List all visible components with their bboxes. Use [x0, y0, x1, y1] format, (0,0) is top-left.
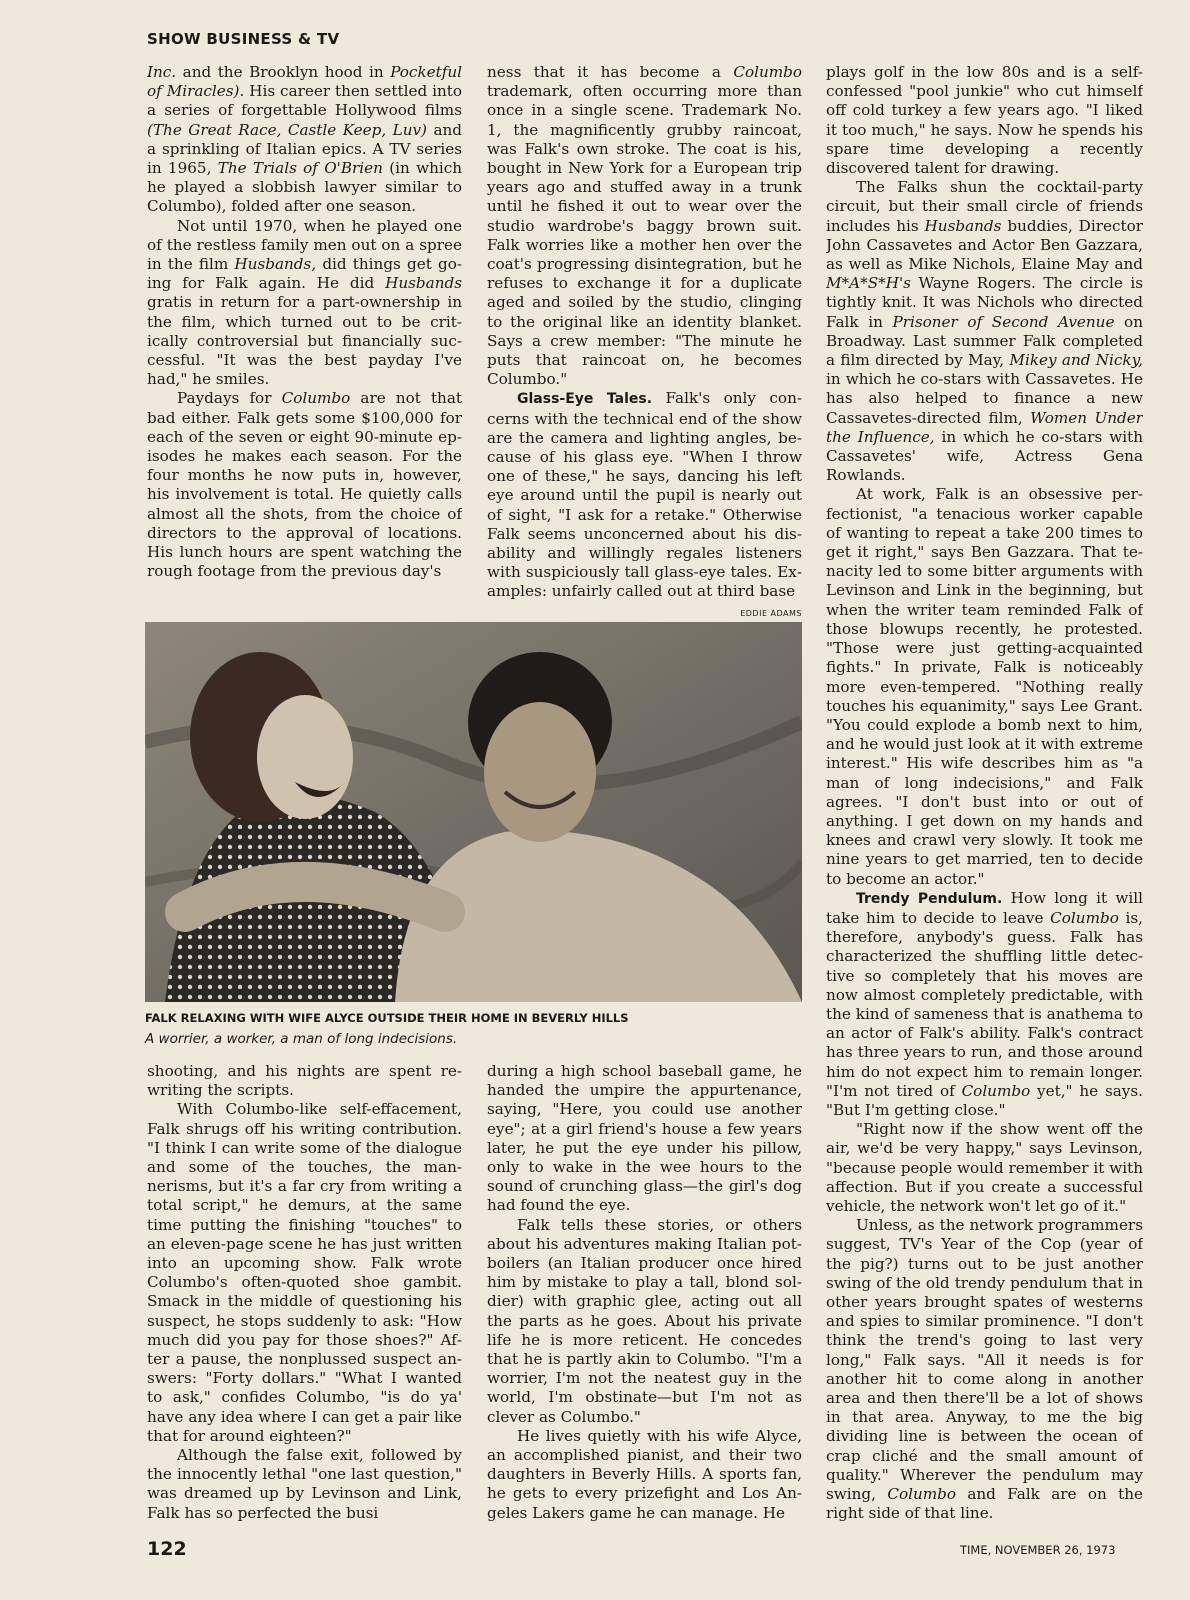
- text-run: ness that it has become a: [487, 63, 734, 81]
- article-column-3: [826, 63, 1143, 1528]
- photo-caption: FALK RELAXING WITH WIFE ALYCE OUTSIDE THEIR HOME IN BEVERLY HILLS: [145, 1011, 629, 1025]
- paragraph: [147, 1446, 462, 1523]
- text-run: How long it will take him to decide to leave: [826, 888, 1143, 927]
- text-run: and a sprinkling of Italian epics. A TV series in 1965,: [147, 120, 462, 178]
- photo: [145, 622, 802, 1002]
- paragraph: [147, 1062, 462, 1100]
- paragraph: [147, 1100, 462, 1446]
- italic-title: Prisoner of Second Avenue: [892, 312, 1115, 331]
- paragraph: [826, 63, 1143, 178]
- article-column-2: [487, 63, 802, 603]
- paragraph: [487, 1216, 802, 1427]
- text-run: plays golf in the low 80s and is a self-confessed "pool junkie" who cut himself off cold turkey a few years ago. "I liked it too much," he says. Now he spends his spare time developing a recently discovered talent for drawing.: [826, 63, 1143, 178]
- text-run: yet," he says. "But I'm getting close.": [826, 1081, 1143, 1119]
- text-run: buddies, Director John Cassavetes and Actor Ben Gazzara, as well as Mike Nichols, Elaine May and: [826, 216, 1143, 274]
- italic-title: Husbands,: [234, 255, 317, 274]
- article-column-5: [487, 1062, 802, 1532]
- paragraph: [826, 1216, 1143, 1523]
- paragraph: [826, 1120, 1143, 1216]
- italic-title: Columbo: [1050, 908, 1119, 927]
- paragraph: [826, 485, 1143, 888]
- text-run: did things get going for Falk again. He did: [147, 255, 462, 293]
- paragraph: [487, 63, 802, 389]
- paragraph: [147, 217, 462, 390]
- text-run: trademark, often occurring more than once in a single scene. Trademark No. 1, the magnificently grubby raincoat, was Falk's own stroke. The coat is his, bought in New York for a European trip years ago and stuffed away in a trunk until he fished it out to wear over the studio wardrobe's baggy brown suit. Falk worries like a mother hen over the coat's progressing disintegration, but he refuses to exchange it for a duplicate aged and soiled by the studio, clinging to the original like an identity blanket. Says a crew member: "The minute he puts that raincoat on, he becomes Columbo.": [487, 82, 802, 389]
- italic-title: Husbands: [924, 216, 1002, 235]
- photo-credit: EDDIE ADAMS: [740, 609, 802, 618]
- paragraph: [826, 889, 1143, 1120]
- text-run: Wayne Rogers. The circle is tightly knit. It was Nichols who directed Falk in: [826, 274, 1143, 331]
- text-run: on Broadway. Last summer Falk completed a film directed by May,: [826, 312, 1143, 370]
- paragraph: [826, 178, 1143, 485]
- section-header: SHOW BUSINESS & TV: [147, 30, 340, 48]
- subheading: Trendy Pendulum.: [856, 890, 1003, 907]
- italic-title: The Trials of O'Brien: [217, 159, 383, 178]
- italic-title: Husbands: [385, 274, 462, 293]
- text-run: and the Brooklyn hood in: [176, 63, 391, 81]
- subheading: Glass-Eye Tales.: [517, 391, 653, 408]
- text-run: gratis in return for a part-ownership in the film, which turned out to be critically controversial but financially successful. "It was the best payday I've had," he smiles.: [147, 293, 462, 389]
- text-run: Although the false exit, followed by the innocently lethal "one last question," was dreamed up by Levinson and Link, Falk has so perfected the busi: [147, 1446, 462, 1522]
- text-run: He lives quietly with his wife Alyce, an accomplished pianist, and their two daughters in Beverly Hills. A sports fan, he gets to every prizefight and Los Angeles Lakers game he can manage. He: [487, 1426, 802, 1522]
- text-run: shooting, and his nights are spent rewriting the scripts.: [147, 1062, 462, 1100]
- text-run: Paydays for: [177, 389, 282, 408]
- italic-title: Mikey and Nicky,: [1009, 351, 1143, 370]
- article-column-1: [147, 63, 462, 603]
- photo-image: [145, 622, 802, 1002]
- italic-title: Columbo: [887, 1485, 956, 1504]
- italic-title: Columbo: [733, 63, 802, 81]
- text-run: and Falk are on the right side of that line.: [826, 1485, 1143, 1523]
- text-run: Falk's only concerns with the technical end of the show are the camera and lighting angles, because of his glass eye. "When I throw one of these," he says, dancing his left eye around until the pupil is nearly out of sight, "I ask for a retake." Otherwise Falk seems unconcerned about his disability and willingly regales listeners with suspiciously tall glass-eye tales. Examples: unfairly called out at third base: [487, 389, 802, 601]
- text-run: "Right now if the show went off the air, we'd be very happy," says Levinson, "because people would remember it with affection. But if you create a successful vehicle, the network won't let go of it.": [826, 1120, 1143, 1215]
- text-run: (in which he played a slobbish lawyer similar to Columbo), folded after one season.: [147, 159, 462, 216]
- paragraph: [487, 1062, 802, 1216]
- text-run: Falk tells these stories, or others about his adventures making Italian potboilers (an Italian producer once hired him by mistake to play a tall, blond soldier) with graphic glee, acting out all the parts as he goes. About his private life he is more reticent. He concedes that he is partly akin to Columbo. "I'm a worrier, I'm not the neatest guy in the world, I'm obstinate—but I'm not as clever as Columbo.": [487, 1215, 802, 1426]
- text-run: Not until 1970, when he played one of the restless family men out on a spree in the film: [147, 216, 462, 274]
- text-run: in which he co-stars with Cassavetes. He has also helped to finance a new Cassavetes-directed film,: [826, 370, 1143, 427]
- italic-title: M*A*S*H's: [826, 274, 911, 293]
- paragraph: [147, 63, 462, 217]
- italic-title: Columbo: [281, 389, 351, 408]
- paragraph: [487, 389, 802, 601]
- text-run: His career then settled into a series of forgettable Hollywood films: [147, 82, 462, 120]
- italic-title: Columbo: [961, 1081, 1031, 1100]
- italic-title: Inc.: [147, 63, 177, 81]
- text-run: Unless, as the network programmers suggest, TV's Year of the Cop (year of the pig?) turns out to be just another swing of the old trendy pendulum that in other years brought spates of westerns and spies to similar prominence. "I don't think the trend's going to last very long," Falk says. "All it needs is for another hit to come along in another area and then there'll be a lot of shows in that area. Anyway, to me the big dividing line is between the ocean of crap cliché and the small amount of quality." Wherever the pendulum may swing,: [826, 1216, 1143, 1504]
- issue-line: TIME, NOVEMBER 26, 1973: [960, 1543, 1116, 1557]
- text-run: The Falks shun the cocktail-party circuit, but their small circle of friends includes his: [826, 178, 1143, 235]
- article-column-4: [147, 1062, 462, 1532]
- text-run: during a high school baseball game, he handed the umpire the appurtenance, saying, "Here, you could use another eye"; at a girl friend's house a few years later, he put the eye under his pillow, only to wake in the wee hours to the sound of crunching glass—the girl's dog had found the eye.: [487, 1062, 802, 1215]
- italic-title: (The Great Race, Castle Keep, Luv): [147, 120, 427, 139]
- text-run: is, therefore, anybody's guess. Falk has characterized the shuffling little detective so completely that his moves are now almost completely predictable, with the kind of sameness that is anathema to an actor of Falk's ability. Falk's contract has three years to run, and those around him do not expect him to remain longer. "I'm not tired of: [826, 908, 1143, 1100]
- paragraph: [147, 389, 462, 581]
- text-run: With Columbo-like self-effacement, Falk shrugs off his writing contribution. "I think I can write some of the dialogue and some of the touches, the mannerisms, but it's a far cry from writing a total script," he demurs, at the same time putting the finishing "touches" to an eleven-page scene he has just written into an upcoming show. Falk wrote Columbo's often-quoted shoe gambit. Smack in the middle of questioning his suspect, he stops suddenly to ask: "How much did you pay for those shoes?" After a pause, the nonplussed suspect answers: "Forty dollars." "What I wanted to ask," confides Columbo, "is do ya' have any idea where I can get a pair like that for around eighteen?": [147, 1100, 462, 1445]
- italic-title: Women Under the Influence,: [826, 408, 1143, 446]
- text-run: in which he co-stars with Cassavetes' wife, Actress Gena Rowlands.: [826, 427, 1143, 485]
- paragraph: [487, 1427, 802, 1523]
- photo-subcaption: A worrier, a worker, a man of long indecisions.: [145, 1031, 458, 1047]
- text-run: are not that bad either. Falk gets some $100,000 for each of the seven or eight 90-minute episodes he makes each season. For the four months he now puts in, however, his involvement is total. He quietly calls almost all the shots, from the choice of directors to the approval of locations. His lunch hours are spent watching the rough footage from the previous day's: [147, 389, 462, 581]
- italic-title: Pocketful of Miracles).: [147, 63, 462, 101]
- page-number: 122: [147, 1538, 187, 1560]
- text-run: At work, Falk is an obsessive perfectionist, "a tenacious worker capable of wanting to repeat a take 200 times to get it right," says Ben Gazzara. That tenacity led to some bitter arguments with Levinson and Link in the beginning, but when the writer team reminded Falk of those blowups recently, he protested. "Those were just getting-acquainted fights." In private, Falk is noticeably more even-tempered. "Nothing really touches his equanimity," says Lee Grant. "You could explode a bomb next to him, and he would just look at it with extreme interest." His wife describes him as "a man of long indecisions," and Falk agrees. "I don't bust into or out of anything. I get down on my hands and knees and crawl very slowly. It took me nine years to get married, ten to decide to become an actor.": [826, 485, 1143, 888]
